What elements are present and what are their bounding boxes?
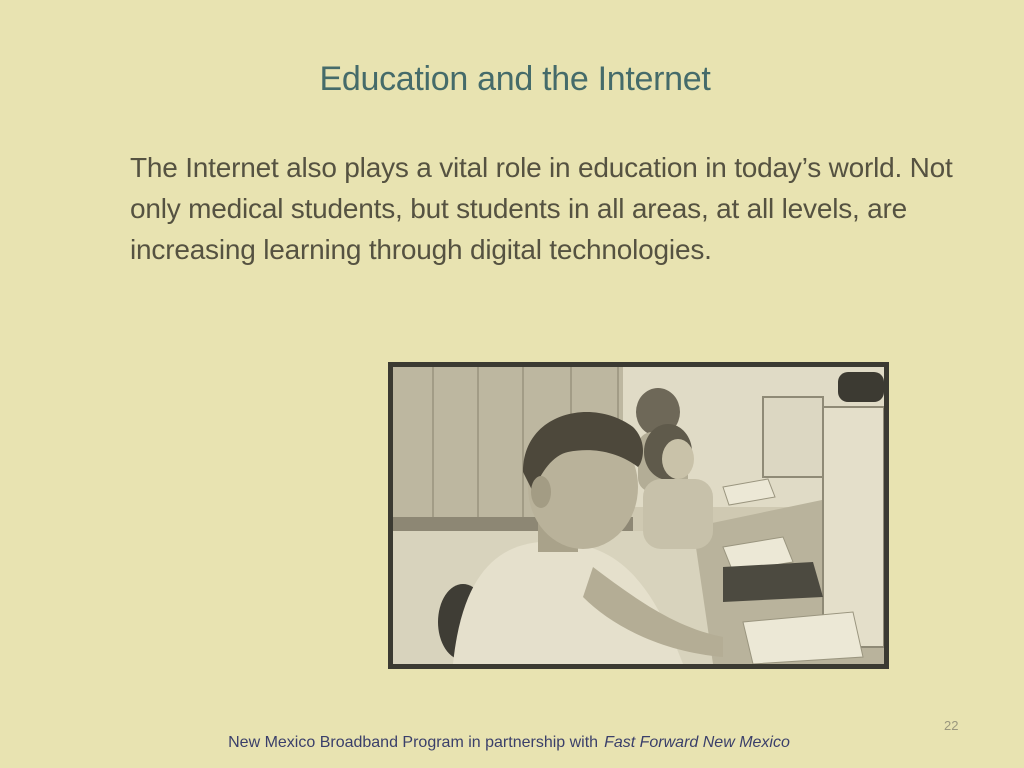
slide-footer bbox=[0, 734, 1018, 752]
classroom-photo bbox=[393, 367, 884, 664]
footer-text: New Mexico Broadband Program in partnership with bbox=[228, 734, 599, 751]
slide-title: Education and the Internet bbox=[319, 60, 711, 98]
page-number: 22 bbox=[944, 718, 959, 733]
footer-partner: Fast Forward New Mexico bbox=[604, 734, 790, 751]
classroom-photo-frame bbox=[388, 362, 889, 669]
slide-body-text: The Internet also plays a vital role in education in today’s world. Not only medical students, but students in all areas, at all levels, are increasing learning through digital technologies. bbox=[130, 152, 953, 265]
